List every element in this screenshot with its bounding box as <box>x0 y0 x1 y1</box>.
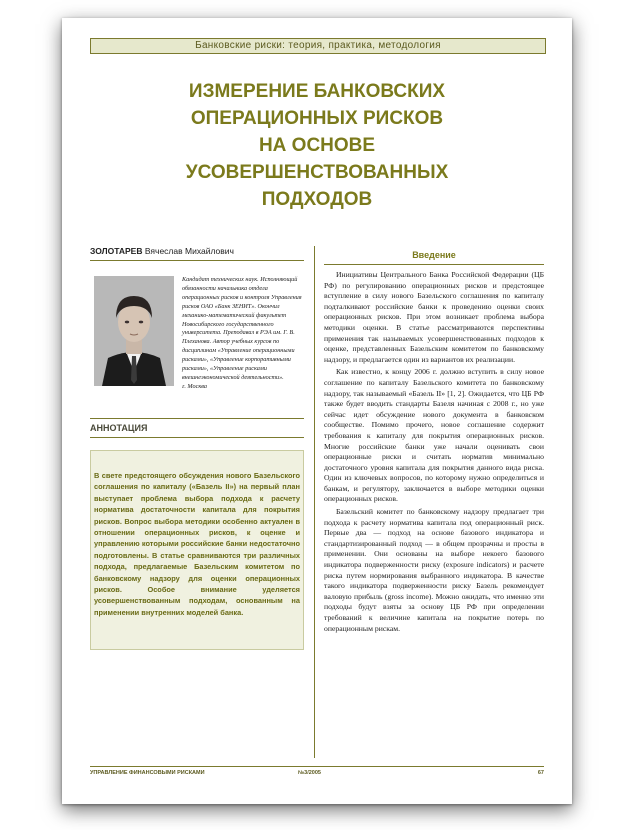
column-divider <box>314 246 315 758</box>
title-line: УСОВЕРШЕНСТВОВАННЫХ <box>185 162 449 183</box>
bio-text: Кандидат технических наук. Исполняющий обязанности начальника отдела операционных рисков и контроля Управления рисков ОАО «Банк ЗЕНИТ». Окончил механико-математический факультет Новосибирского государственного университета. Преподавал в РЭА им. Г. В. Плеханова. Автор учебных курсов по дисциплинам «Управление операционными рисками», «Управление корпоративными рисками», «Управление рисками внешнеэкономической деятельности». <box>182 276 302 381</box>
author-name: Вячеслав Михайлович <box>144 246 234 256</box>
title-line: НА ОСНОВЕ <box>258 135 376 156</box>
author-line <box>90 246 304 256</box>
abstract-heading: АННОТАЦИЯ <box>90 418 304 438</box>
title-line: ОПЕРАЦИОННЫХ РИСКОВ <box>190 108 444 129</box>
intro-heading: Введение <box>324 250 544 265</box>
page-footer <box>90 766 544 779</box>
footer-page-number: 67 <box>537 770 544 776</box>
article-title <box>90 78 544 213</box>
footer-issue: №3/2005 <box>298 770 321 776</box>
title-line: ИЗМЕРЕНИЕ БАНКОВСКИХ <box>188 81 446 102</box>
intro-body <box>324 270 544 636</box>
abstract-text: В свете предстоящего обсуждения нового Базельского соглашения по капиталу («Базель II») на первый план выступает проблема выбора подхода к расчету норматива достаточности капитала для покрытия рисков. Вопрос выбора методики особенно актуален в отношении операционных рисков, к оценке и управлению которыми российские банки недостаточно подготовлены. В статье сравниваются три различных подхода, предлагаемые Базельским комитетом по банковскому надзору для оценки операционных рисков. Особое внимание уделяется усовершенствованным подходам, основанным на применении внутренних моделей банка. <box>94 471 300 617</box>
intro-paragraph: Как известно, к концу 2006 г. должно вступить в силу новое соглашение по капиталу Базельского комитета по банковскому надзору, так называемый «Базель II» [1, 2]. Ожидается, что ЦБ РФ также будет вводить стандарты Базеля начиная с 2008 г., но уже сейчас идет обсуждение нового документа в банковском сообществе. Помимо прочего, новое соглашение содержит требования к капиталу для покрытия операционных рисков. Многие российские банки уже начали оценивать свои операционные риски и считать норматив минимально достаточного уровня капитала для покрытия данного вида риска. Один из ключевых вопросов, по которому нужно определиться и банкам, и регулятору, заключается в выборе методики оценки операционных рисков. <box>324 367 544 504</box>
author-underline <box>90 260 304 261</box>
footer-journal: УПРАВЛЕНИЕ ФИНАНСОВЫМИ РИСКАМИ <box>90 770 205 776</box>
journal-page <box>62 18 572 804</box>
bio-city: г. Москва <box>182 382 207 390</box>
author-bio <box>182 276 306 392</box>
author-photo <box>94 276 174 386</box>
intro-paragraph: Базельский комитет по банковскому надзору предлагает три подхода к расчету норматива капитала под операционный риск. Первые два — подход на основе базового индикатора и стандартизированный подход — в общем прозрачны и просты в применении. Они основаны на выборе некоего базового индикатора подверженности риску (exposure indicators) и расчете риска путем нормирования выбранного индикатора. В качестве такого индикатора подверженности риску Базель рекомендует валовую прибыль (gross income). Можно ожидать, что именно эти подходы будут взяты за основу ЦБ РФ при определении требований к величине капитала на покрытие потерь по операционным рискам. <box>324 507 544 633</box>
author-surname: ЗОЛОТАРЕВ <box>90 246 143 256</box>
intro-paragraph: Инициативы Центрального Банка Российской Федерации (ЦБ РФ) по регулированию операционных рисков и предстоящее вступление в силу нового Базельского соглашения по капиталу подталкивают российские банки к проведению оценки своих операционных рисков. При этом возникает проблема выбора методики оценки. В статье рассматриваются перспективы применения так называемых усовершенствованных подходов к оценке, представленных Базельским комитетом по банковскому надзору, и предлагается один из вариантов их реализации. <box>324 270 544 364</box>
portrait-image <box>94 276 174 386</box>
section-banner: Банковские риски: теория, практика, методология <box>90 38 546 54</box>
title-line: ПОДХОДОВ <box>261 189 373 210</box>
